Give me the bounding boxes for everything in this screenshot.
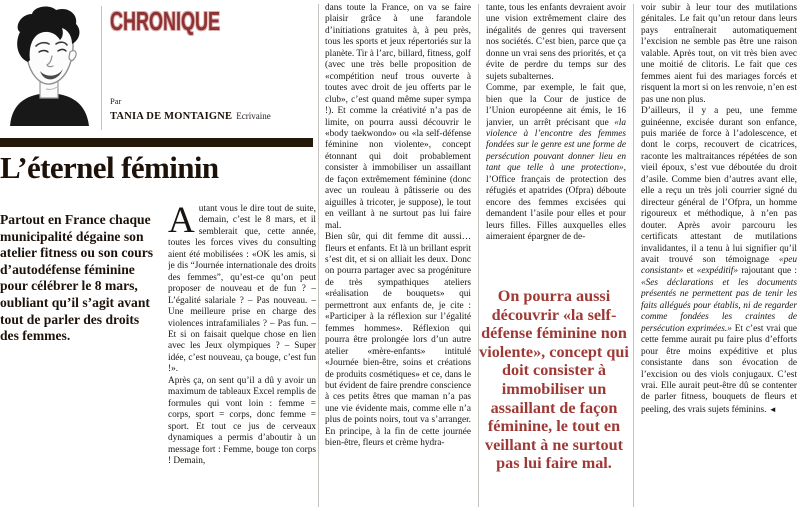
section-rule-bar xyxy=(0,138,313,147)
quoted-term-italic: «peu consistant» xyxy=(641,254,797,277)
portrait-icon xyxy=(2,4,96,126)
paragraph: Bien sûr, qui dit femme dit aussi… fleurs et enfants. Et là un brillant esprit s’est dit, et si on alliait les deux. Donc on pourra partager avec sa progéniture de très sympathiques ateliers «réalisation de bouquets» qui permettront aux enfants de, je cite : «Participer à la réflexion sur l’égalité femmes hommes». Réflexion qui pourra être prolongée lors d’un autre atelier «mère-enfants» intitulé «Journée bien-être, soins et créations de produits cosmétiques» et ce, dans le but évident de faire prendre conscience à ces petits êtres que maman n’a pas une vie évidente mais, comme elle n’a plus de points noirs, tout va s’arranger. En principe, à la fin de cette journée bien-être, fleurs et crème hydra- xyxy=(325,232,471,449)
body-column-2 xyxy=(325,3,471,509)
paragraph-text: Comme, par exemple, le fait que, bien que la Cour de justice de l’Union européenne ait émis, le 16 janvier, un arrêt précisant que xyxy=(486,83,626,128)
body-column-1 xyxy=(168,204,316,511)
byline-prefix: Par xyxy=(110,96,122,106)
author-role: Ecrivaine xyxy=(236,111,271,121)
rubric-label: CHRONIQUE xyxy=(110,7,221,37)
paragraph-text: D’ailleurs, il y a peu, une femme guinéenne, excisée durant son enfance, puis mariée de force à l’adolescence, et dont le corps, recouvert de cicatrices, raconte les maltraitances répétées de son vieil époux, s’est vue déboutée du droit d’asile. Comme bien d’autres avant elle, elle a reçu un très joli courrier signé du directeur général de l’Ofpra, un homme rigoureux et méthodique, à n’en pas douter. Après avoir parcouru les certificats attestant de mutilations invalidantes, il a tenu à lui signifier qu’il avait trouvé son témoignage xyxy=(641,106,797,265)
paragraph: voir subir à leur tour des mutilations génitales. Le fait qu’un retour dans leurs pays entraînerait automatiquement l’excision ne semble pas être une raison valable. Après tout, on vit très bien avec une moitié de clitoris. Le fait que ces femmes aient fui des mariages forcés et risquent la mort si on les renvoie, n’en est pas une non plus. xyxy=(641,3,797,105)
author-name: TANIA DE MONTAIGNE xyxy=(110,111,233,122)
paragraph: tante, tous les enfants devraient avoir une vision extrêmement claire des inégalités de genres qui traversent nos sociétés. C’est bien, parce que ça donne un vrai sens des priorités, et ça évite de perdre du temps sur des sujets subalternes. xyxy=(486,3,626,82)
paragraph xyxy=(641,106,797,416)
end-of-article-icon: ◄ xyxy=(768,404,777,414)
masthead-divider xyxy=(101,6,102,130)
paragraph: dans toute la France, on va se faire plaisir grâce à une farandole d’initiations gratuites à, à peu près, tous les sports et jeux répertoriés sur la planète. Tir à l’arc, billard, fitness, golf (avec une très belle proposition de «compétition neuf trous ouverte à toutes avec droit de jeu offerts par le club», c’est quand même super sympa !). Et comme la créativité n’a pas de limite, on pourra aussi découvrir le «body taekwondo» ou «la self-défense féminine non violente», concept étonnant qui doit probablement consister à immobiliser un assaillant de façon extrêmement féminine (donc avec un rouleau à pâtisserie ou des aiguilles à tricoter, je suppose), le tout en veillant à ne surtout pas lui faire mal. xyxy=(325,3,471,231)
quoted-term-italic: «expéditif» xyxy=(696,266,739,277)
legal-quote-italic: «la violence à l’encontre des femmes fondées sur le genre est une forme de persécution pouvant donner lieu en tant que telle à une protection», xyxy=(486,117,626,174)
author-portrait-illustration xyxy=(2,4,96,126)
byline xyxy=(110,97,320,124)
byline-author-line xyxy=(110,106,320,124)
column-divider xyxy=(318,4,319,507)
column-divider xyxy=(633,4,634,507)
pull-quote: On pourra aussi découvrir «la self-défense féminine non violente», concept qui doit consister à immobiliser un assaillant de façon féminine, le tout en veillant à ne surtout pas lui faire mal. xyxy=(479,287,629,473)
paragraph-text: utant vous le dire tout de suite, demain, c’est le 8 mars, et il semblerait que, cette année, toutes les forces vives du consulting aient été mobilisées : «OK les amis, si je dis “Journée internationale des droits des femmes”, qu’est-ce qu’on peut proposer de nouveau et de fun ? – L’égalité salariale ? – Pas nouveau. – Une meilleure prise en charge des violences intrafamiliales ? – Pas fun. – Et si on faisait quelque chose en lien avec les Jeux olympiques ? – Super idée, c’est nouveau, ça bouge, c’est fun !». xyxy=(168,204,316,375)
paragraph-text: et xyxy=(683,266,697,277)
paragraph xyxy=(168,204,316,376)
body-column-3 xyxy=(486,3,626,283)
paragraph-text: rajoutant que : xyxy=(738,266,797,277)
body-column-4 xyxy=(641,3,797,509)
paragraph: Après ça, on sent qu’il a dû y avoir un maximum de tableaux Excel remplis de formules qui vont loin : femme = corps, sport = corps, donc femme = sport. Et tout ce jus de cerveaux dynamiques a permis d’aboutir à un message fort : Femme, bouge ton corps ! Demain, xyxy=(168,375,316,466)
article-lead: Partout en France chaque municipalité dégaine son atelier fitness ou son cours d’autodéfense féminine pour célébrer le 8 mars, oubliant qu’il s’agit avant tout de parler des droits des femmes. xyxy=(0,212,154,344)
drop-cap: A xyxy=(168,204,195,241)
article-headline: L’éternel féminin xyxy=(0,150,219,185)
paragraph-text: l’Office français de protection des réfugiés et apatrides (Ofpra) déboute encore des femmes excisées qui demandent l’asile pour elles et pour leurs filles. Filles auxquelles elles aimeraient épargner de de- xyxy=(486,174,626,243)
paragraph-text: Et c’est vrai que cette femme aurait pu faire plus d’efforts pour être moins expéditive et plus consistante dans son évocation de l’excision ou des viols conjugaux. C’est vrai. Elle aurait peut-être dû se contenter de parler fitness, bouquets de fleurs et peeling, des vrais sujets féminins. xyxy=(641,323,797,415)
official-letter-quote-italic: «Ses déclarations et les documents présentés ne permettent pas de tenir les faits allégués pour établis, ni de regarder comme fondées les craintes de persécution exprimées.» xyxy=(641,277,797,334)
paragraph xyxy=(486,83,626,243)
